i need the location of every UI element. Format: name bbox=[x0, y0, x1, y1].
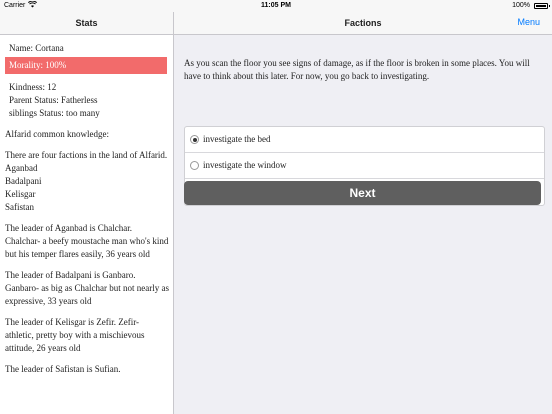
next-button[interactable]: Next bbox=[184, 181, 541, 205]
radio-selected-icon[interactable] bbox=[190, 135, 199, 144]
leader-info: The leader of Safistan is Sufian. bbox=[5, 364, 121, 374]
leader-info: The leader of Aganbad is Chalchar. Chalchar- a beefy moustache man who's kind but his temper flares easily, 36 years old bbox=[5, 223, 169, 259]
battery-percent: 100% bbox=[512, 2, 530, 9]
radio-icon[interactable] bbox=[190, 161, 199, 170]
stats-title: Stats bbox=[75, 18, 98, 28]
stat-siblings-status: siblings Status: too many bbox=[9, 108, 100, 118]
stat-morality: Morality: 100% bbox=[5, 57, 167, 74]
carrier-label: Carrier bbox=[4, 2, 26, 9]
battery-icon bbox=[534, 3, 548, 9]
stat-name: Name: Cortana bbox=[9, 43, 64, 53]
faction-name: Safistan bbox=[5, 202, 34, 212]
faction-name: Kelisgar bbox=[5, 189, 36, 199]
story-panel bbox=[174, 35, 552, 414]
faction-name: Aganbad bbox=[5, 163, 38, 173]
choice-investigate-bed[interactable] bbox=[185, 127, 544, 153]
choice-investigate-window[interactable] bbox=[185, 153, 544, 179]
choice-label: investigate the window bbox=[203, 160, 287, 170]
stat-parent-status: Parent Status: Fatherless bbox=[9, 95, 98, 105]
status-bar bbox=[0, 0, 552, 12]
faction-name: Badalpani bbox=[5, 176, 42, 186]
choice-label: investigate the bed bbox=[203, 134, 271, 144]
leader-info: The leader of Badalpani is Ganbaro. Ganbaro- as big as Chalchar but not nearly as expressive, 33 years old bbox=[5, 270, 169, 306]
menu-button[interactable]: Menu bbox=[517, 17, 540, 27]
knowledge-heading: Alfarid common knowledge: bbox=[5, 129, 109, 139]
story-text: As you scan the floor you see signs of damage, as if the floor is broken in some places. You will have to think about this later. For now, you go back to investigating. bbox=[184, 58, 530, 81]
leader-info: The leader of Kelisgar is Zefir. Zefir- athletic, pretty boy with a mischievous attitude, 26 years old bbox=[5, 317, 145, 353]
stats-panel[interactable] bbox=[0, 35, 173, 414]
battery-tip bbox=[549, 5, 550, 7]
factions-title: Factions bbox=[344, 18, 382, 28]
clock: 11:05 PM bbox=[261, 2, 291, 9]
stat-kindness: Kindness: 12 bbox=[9, 82, 57, 92]
factions-nav-bar bbox=[174, 12, 552, 35]
knowledge-intro: There are four factions in the land of Alfarid. bbox=[5, 150, 168, 160]
stats-nav-bar bbox=[0, 12, 173, 35]
